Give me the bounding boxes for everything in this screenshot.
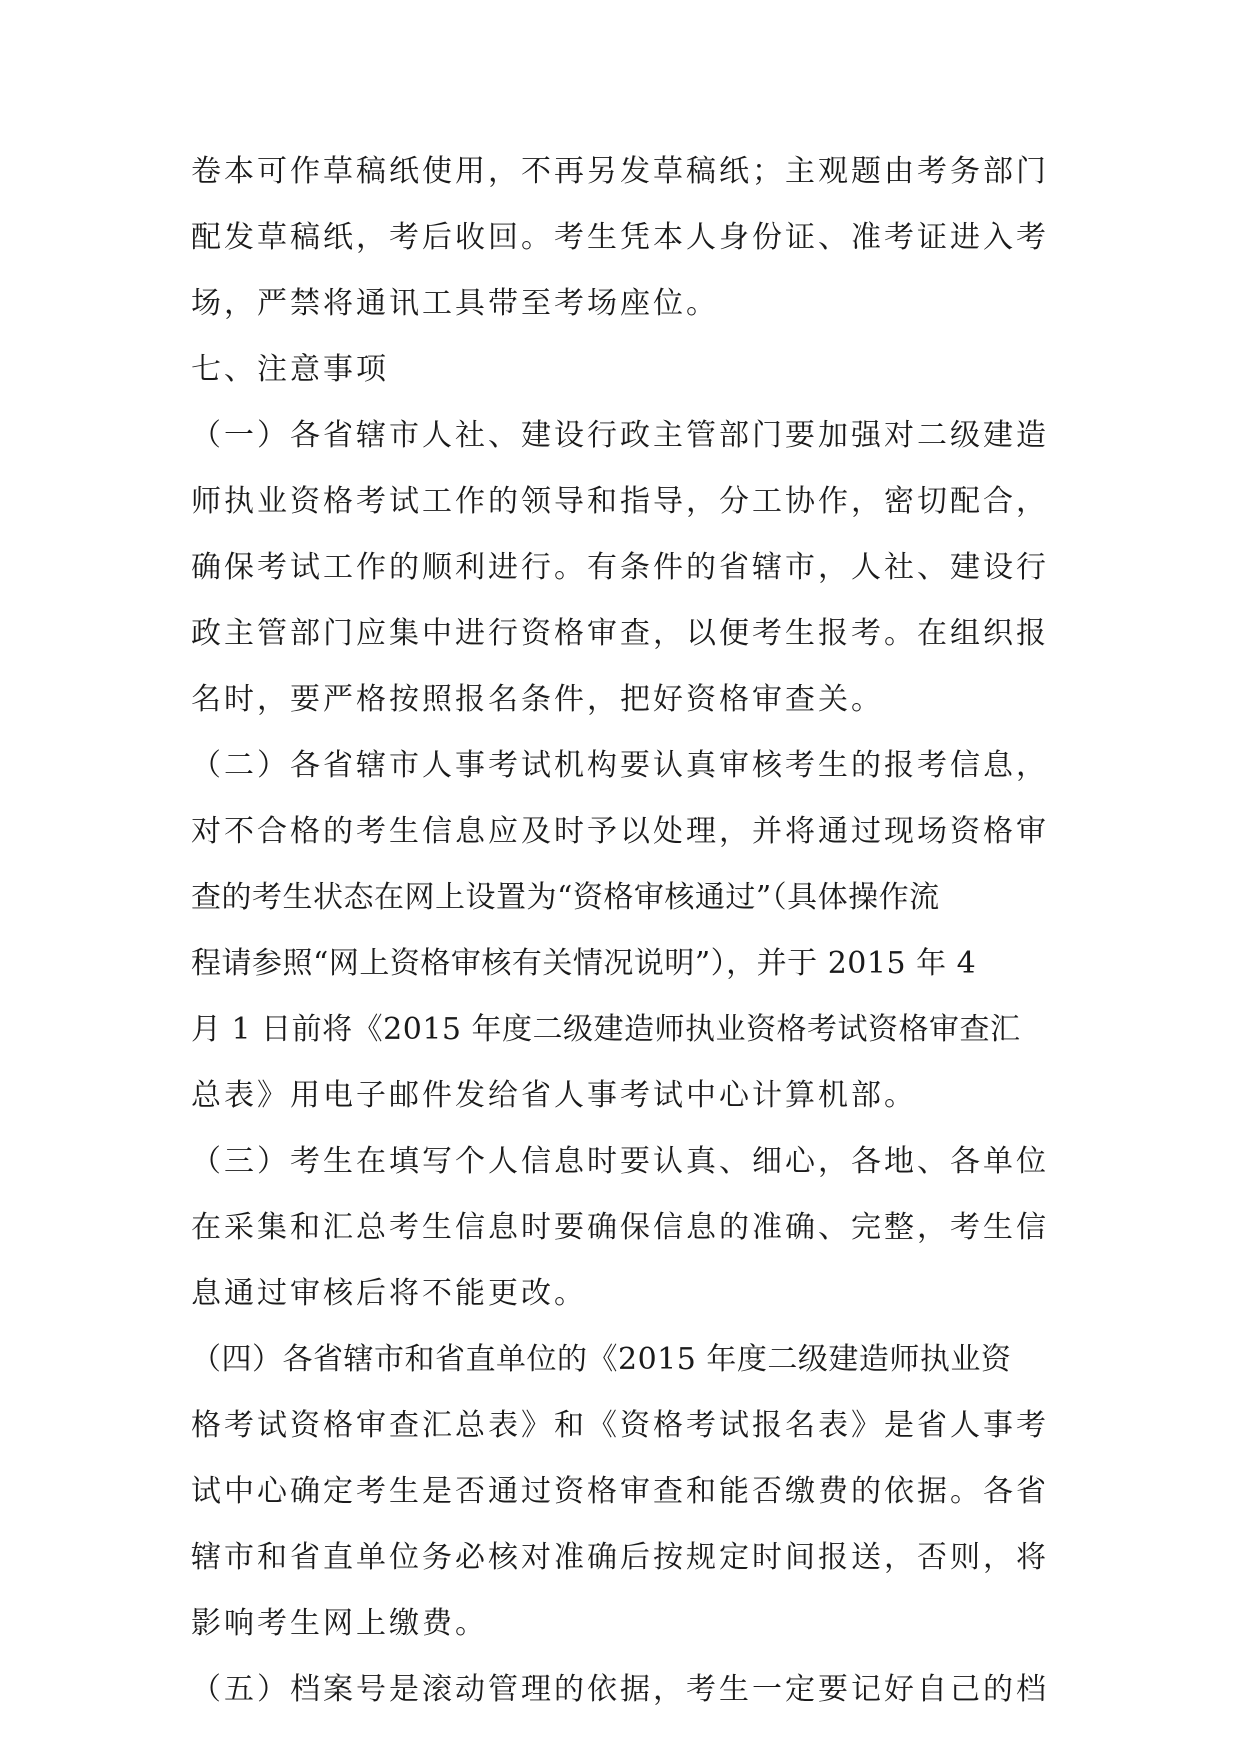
text-line: 格考试资格审查汇总表》和《资格考试报名表》是省人事考 [191,1408,1049,1443]
text-line: 配发草稿纸，考后收回。考生凭本人身份证、准考证进入考 [191,220,1049,255]
text-line: （四）各省辖市和省直单位的《2015 年度二级建造师执业资 [191,1342,1012,1377]
section-heading: 七、注意事项 [191,352,389,387]
text-line: 名时，要严格按照报名条件，把好资格审查关。 [191,682,884,717]
text-line: 试中心确定考生是否通过资格审查和能否缴费的依据。各省 [191,1474,1049,1509]
text-line: 卷本可作草稿纸使用，不再另发草稿纸；主观题由考务部门 [191,154,1049,189]
text-line: （二）各省辖市人事考试机构要认真审核考生的报考信息， [191,748,1049,783]
text-line: （五）档案号是滚动管理的依据，考生一定要记好自己的档 [191,1672,1049,1707]
text-line: 总表》用电子邮件发给省人事考试中心计算机部。 [191,1078,917,1113]
text-line: 查的考生状态在网上设置为“资格审核通过”（具体操作流 [191,880,940,915]
text-line: 月 1 日前将《2015 年度二级建造师执业资格考试资格审查汇 [191,1012,1021,1047]
text-line: 确保考试工作的顺利进行。有条件的省辖市，人社、建设行 [191,550,1049,585]
text-line: 政主管部门应集中进行资格审查，以便考生报考。在组织报 [191,616,1049,651]
text-line: 场，严禁将通讯工具带至考场座位。 [191,286,719,321]
text-line: 辖市和省直单位务必核对准确后按规定时间报送，否则，将 [191,1540,1049,1575]
text-line: 对不合格的考生信息应及时予以处理，并将通过现场资格审 [191,814,1049,849]
text-line: 师执业资格考试工作的领导和指导，分工协作，密切配合， [191,484,1049,519]
text-line: 在采集和汇总考生信息时要确保信息的准确、完整，考生信 [191,1210,1049,1245]
text-line: 息通过审核后将不能更改。 [191,1276,587,1311]
text-line: 影响考生网上缴费。 [191,1606,488,1641]
text-line: （一）各省辖市人社、建设行政主管部门要加强对二级建造 [191,418,1049,453]
text-line: 程请参照“网上资格审核有关情况说明”），并于 2015 年 4 [191,946,977,981]
text-line: （三）考生在填写个人信息时要认真、细心，各地、各单位 [191,1144,1049,1179]
